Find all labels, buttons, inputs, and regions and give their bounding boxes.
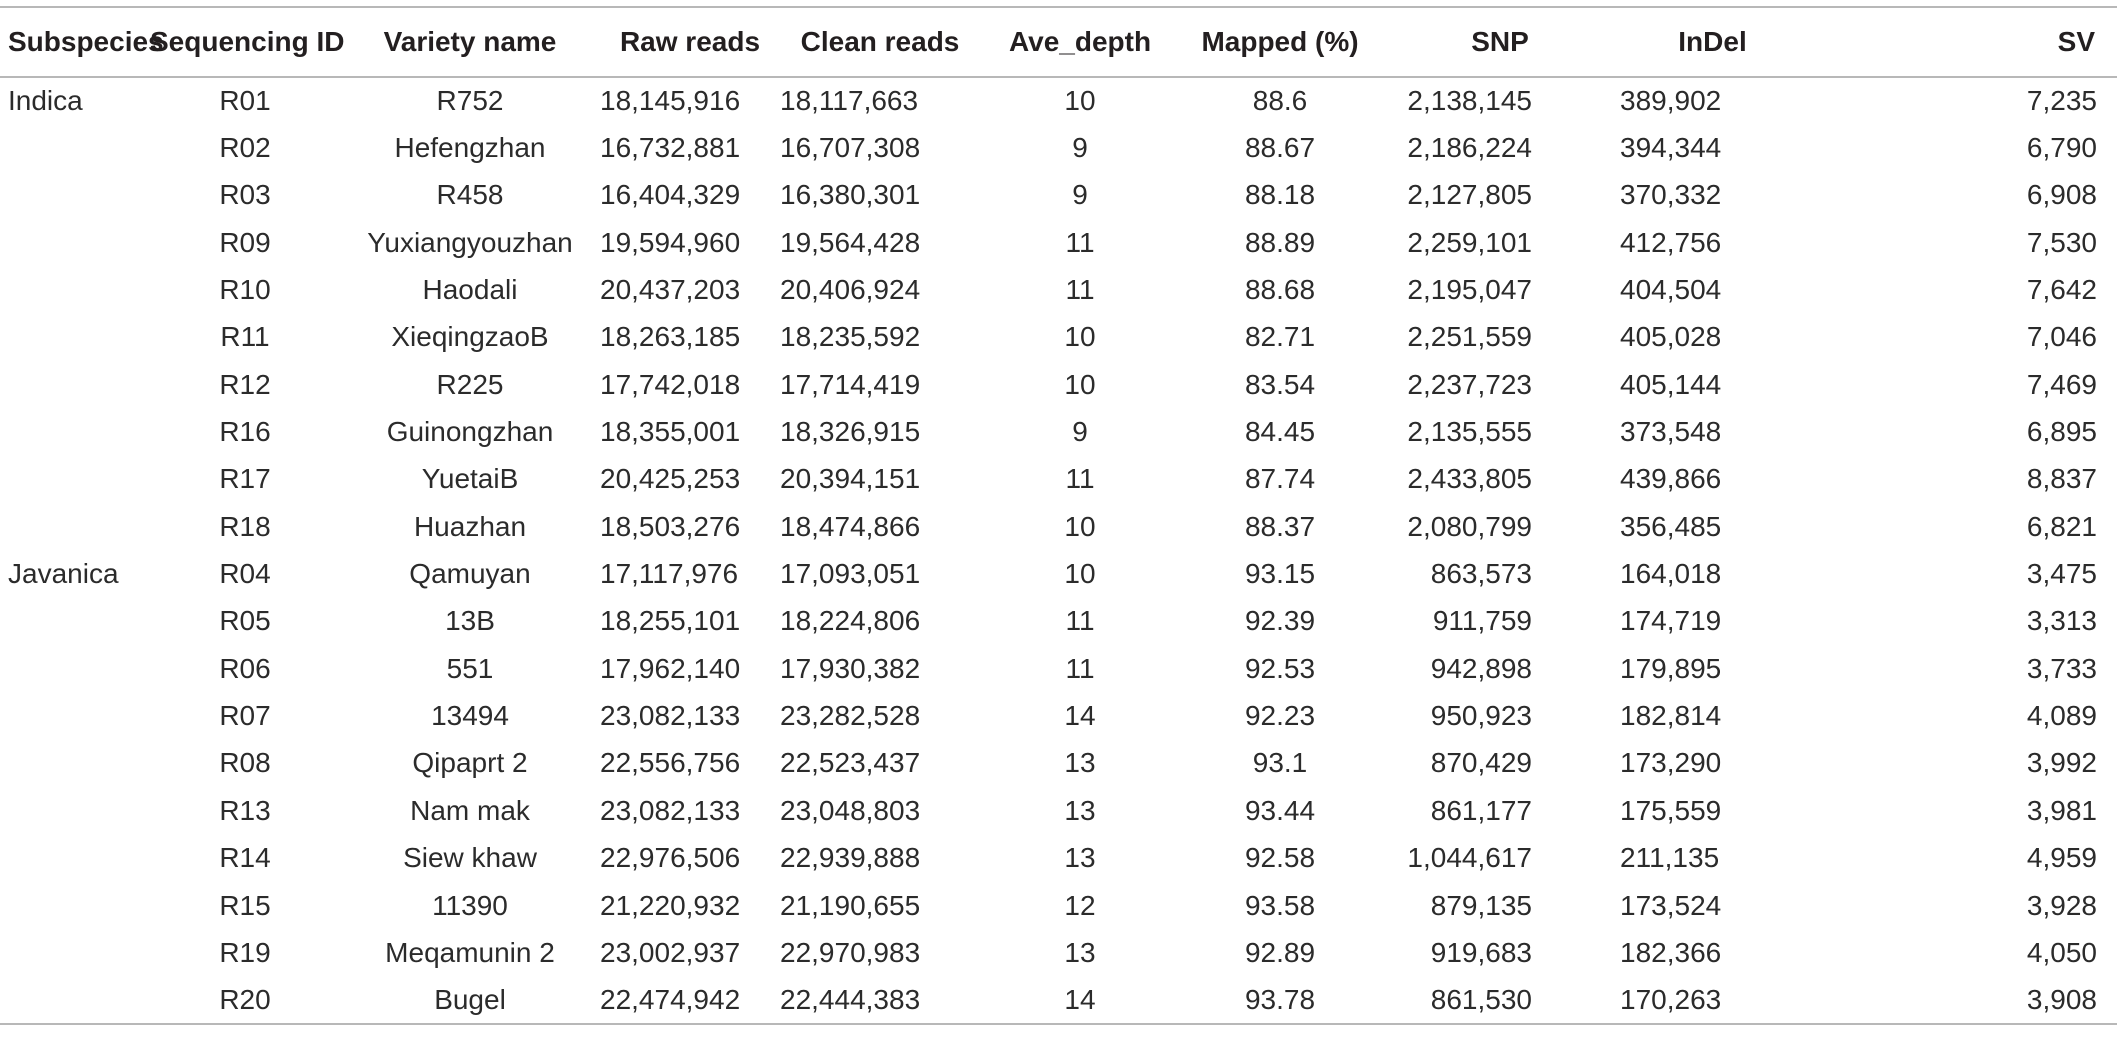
cell-sequencing-id: R18 (219, 510, 271, 542)
cell-sequencing-id: R08 (219, 747, 271, 779)
cell-indel: 182,814 (1620, 700, 1722, 732)
cell-indel: 356,485 (1620, 510, 1722, 542)
cell-subspecies (0, 692, 150, 739)
cell-sv: 3,908 (2026, 983, 2097, 1015)
cell-indel: 175,559 (1620, 794, 1722, 826)
header-variety-name: Variety name (383, 26, 557, 57)
header-indel: InDel (1678, 26, 1747, 57)
cell-mapped: 92.39 (1244, 605, 1316, 637)
header-sv: SV (2057, 26, 2095, 57)
cell-variety-name: Qipaprt 2 (412, 747, 528, 779)
cell-raw-reads: 20,437,203 (600, 274, 741, 306)
cell-mapped: 92.23 (1244, 700, 1316, 732)
cell-subspecies (0, 172, 150, 219)
cell-clean-reads: 22,444,383 (780, 983, 921, 1015)
cell-indel: 405,028 (1620, 321, 1722, 353)
cell-raw-reads: 16,732,881 (600, 132, 741, 164)
cell-raw-reads: 23,002,937 (600, 936, 741, 968)
cell-indel: 173,290 (1620, 747, 1722, 779)
cell-sv: 6,908 (2026, 179, 2097, 211)
cell-sequencing-id: R10 (219, 274, 271, 306)
cell-mapped: 83.54 (1244, 368, 1316, 400)
cell-clean-reads: 20,406,924 (780, 274, 921, 306)
cell-snp: 911,759 (1432, 605, 1532, 637)
cell-indel: 164,018 (1620, 558, 1722, 590)
cell-raw-reads: 18,503,276 (600, 510, 741, 542)
cell-clean-reads: 22,939,888 (780, 842, 921, 874)
cell-sequencing-id: R07 (219, 700, 271, 732)
cell-sequencing-id: R02 (219, 132, 271, 164)
cell-variety-name: Meqamunin 2 (385, 936, 555, 968)
cell-clean-reads: 18,224,806 (780, 605, 921, 637)
header-subspecies: Subspecies (8, 26, 164, 57)
cell-clean-reads: 17,714,419 (780, 368, 921, 400)
cell-ave-depth: 13 (1064, 794, 1096, 826)
cell-snp: 1,044,617 (1407, 842, 1532, 874)
cell-ave-depth: 10 (1064, 85, 1096, 117)
cell-subspecies (0, 929, 150, 976)
cell-sv: 6,895 (2026, 416, 2097, 448)
cell-mapped: 84.45 (1244, 416, 1316, 448)
cell-sv: 7,046 (2026, 321, 2097, 353)
cell-raw-reads: 19,594,960 (600, 226, 741, 258)
cell-indel: 373,548 (1620, 416, 1722, 448)
cell-subspecies (0, 219, 150, 266)
cell-sequencing-id: R04 (219, 558, 271, 590)
cell-indel: 405,144 (1620, 368, 1722, 400)
cell-sv: 4,089 (2026, 700, 2097, 732)
cell-clean-reads: 17,930,382 (780, 652, 921, 684)
cell-ave-depth: 10 (1064, 510, 1096, 542)
cell-snp: 870,429 (1430, 747, 1532, 779)
cell-subspecies: Javanica (8, 558, 119, 590)
cell-subspecies (0, 456, 150, 503)
cell-raw-reads: 23,082,133 (600, 794, 741, 826)
cell-snp: 2,186,224 (1407, 132, 1532, 164)
cell-ave-depth: 9 (1072, 132, 1088, 164)
cell-snp: 861,530 (1430, 983, 1532, 1015)
table-row (0, 124, 2117, 171)
cell-indel: 173,524 (1620, 889, 1722, 921)
cell-clean-reads: 23,048,803 (780, 794, 921, 826)
cell-mapped: 93.44 (1244, 794, 1316, 826)
cell-sv: 3,733 (2026, 652, 2097, 684)
cell-snp: 2,127,805 (1407, 179, 1532, 211)
cell-variety-name: R752 (436, 85, 504, 117)
cell-indel: 389,902 (1620, 85, 1722, 117)
cell-variety-name: Qamuyan (409, 558, 531, 590)
cell-raw-reads: 21,220,932 (600, 889, 741, 921)
cell-raw-reads: 18,263,185 (600, 321, 741, 353)
cell-raw-reads: 17,742,018 (600, 368, 741, 400)
cell-sv: 4,959 (2026, 842, 2097, 874)
cell-indel: 174,719 (1620, 605, 1722, 637)
cell-snp: 2,135,555 (1407, 416, 1532, 448)
header-raw-reads: Raw reads (619, 26, 761, 57)
header-mapped: Mapped (%) (1201, 26, 1359, 57)
cell-sv: 3,992 (2026, 747, 2097, 779)
cell-snp: 919,683 (1430, 936, 1532, 968)
table-row (0, 929, 2117, 976)
header-row (0, 7, 2117, 77)
cell-variety-name: Nam mak (410, 794, 530, 826)
cell-sequencing-id: R20 (219, 983, 271, 1015)
cell-sequencing-id: R11 (220, 321, 270, 353)
cell-sequencing-id: R05 (219, 605, 271, 637)
cell-raw-reads: 18,355,001 (600, 416, 741, 448)
sequencing-table (0, 6, 2117, 1025)
table-row (0, 692, 2117, 739)
cell-raw-reads: 22,976,506 (600, 842, 741, 874)
cell-snp: 863,573 (1430, 558, 1532, 590)
cell-clean-reads: 18,474,866 (780, 510, 921, 542)
cell-sv: 3,313 (2026, 605, 2097, 637)
cell-mapped: 92.89 (1244, 936, 1316, 968)
cell-ave-depth: 13 (1064, 936, 1096, 968)
cell-sv: 7,530 (2026, 226, 2097, 258)
cell-indel: 412,756 (1620, 226, 1722, 258)
cell-ave-depth: 14 (1064, 983, 1096, 1015)
table-row (0, 361, 2117, 408)
cell-sequencing-id: R19 (219, 936, 271, 968)
cell-raw-reads: 17,962,140 (600, 652, 741, 684)
cell-variety-name: Haodali (422, 274, 518, 306)
cell-sv: 3,981 (2026, 794, 2097, 826)
cell-indel: 170,263 (1620, 983, 1722, 1015)
cell-ave-depth: 13 (1064, 747, 1096, 779)
cell-variety-name: Siew khaw (403, 842, 537, 874)
cell-clean-reads: 19,564,428 (780, 226, 921, 258)
cell-sequencing-id: R16 (219, 416, 271, 448)
cell-clean-reads: 21,190,655 (780, 889, 921, 921)
cell-clean-reads: 22,970,983 (780, 936, 921, 968)
cell-mapped: 93.58 (1244, 889, 1316, 921)
cell-clean-reads: 20,394,151 (780, 463, 921, 495)
cell-subspecies (0, 882, 150, 929)
cell-ave-depth: 10 (1064, 321, 1096, 353)
cell-variety-name: 551 (446, 652, 494, 684)
cell-clean-reads: 16,380,301 (780, 179, 921, 211)
table-row (0, 314, 2117, 361)
cell-sequencing-id: R09 (219, 226, 271, 258)
cell-ave-depth: 10 (1064, 558, 1096, 590)
cell-ave-depth: 14 (1064, 700, 1096, 732)
cell-ave-depth: 11 (1065, 274, 1095, 306)
cell-raw-reads: 22,474,942 (600, 983, 741, 1015)
cell-variety-name: Hefengzhan (394, 132, 546, 164)
cell-indel: 179,895 (1620, 652, 1722, 684)
cell-variety-name: XieqingzaoB (391, 321, 549, 353)
cell-subspecies (0, 361, 150, 408)
cell-variety-name: 13B (445, 605, 495, 637)
cell-mapped: 88.18 (1244, 179, 1316, 211)
cell-ave-depth: 9 (1072, 179, 1088, 211)
cell-subspecies (0, 503, 150, 550)
cell-clean-reads: 16,707,308 (780, 132, 921, 164)
cell-mapped: 88.6 (1252, 85, 1308, 117)
cell-sv: 6,821 (2026, 510, 2097, 542)
cell-snp: 2,080,799 (1407, 510, 1532, 542)
cell-snp: 2,251,559 (1407, 321, 1532, 353)
table-row (0, 219, 2117, 266)
cell-clean-reads: 17,093,051 (780, 558, 921, 590)
cell-indel: 370,332 (1620, 179, 1722, 211)
table-body (0, 77, 2117, 1024)
header-ave-depth: Ave_depth (1008, 26, 1152, 57)
cell-subspecies (0, 598, 150, 645)
cell-subspecies (0, 408, 150, 455)
cell-subspecies (0, 124, 150, 171)
cell-ave-depth: 9 (1072, 416, 1088, 448)
table-row (0, 977, 2117, 1024)
cell-mapped: 93.78 (1244, 983, 1316, 1015)
table-row (0, 645, 2117, 692)
table-row (0, 550, 2117, 597)
cell-variety-name: 13494 (431, 700, 509, 732)
cell-sequencing-id: R03 (219, 179, 271, 211)
cell-sequencing-id: R14 (219, 842, 271, 874)
cell-mapped: 88.67 (1244, 132, 1316, 164)
cell-sequencing-id: R15 (219, 889, 271, 921)
cell-raw-reads: 18,255,101 (600, 605, 741, 637)
cell-mapped: 82.71 (1244, 321, 1316, 353)
cell-sequencing-id: R12 (219, 368, 271, 400)
cell-snp: 2,138,145 (1407, 85, 1532, 117)
cell-subspecies (0, 835, 150, 882)
cell-mapped: 88.37 (1244, 510, 1316, 542)
cell-ave-depth: 13 (1064, 842, 1096, 874)
cell-mapped: 88.68 (1244, 274, 1316, 306)
cell-variety-name: YuetaiB (421, 463, 519, 495)
cell-snp: 2,259,101 (1407, 226, 1532, 258)
cell-sv: 3,475 (2026, 558, 2097, 590)
cell-ave-depth: 11 (1065, 605, 1095, 637)
cell-mapped: 93.1 (1252, 747, 1308, 779)
cell-sv: 6,790 (2026, 132, 2097, 164)
cell-mapped: 92.58 (1244, 842, 1316, 874)
cell-clean-reads: 18,117,663 (780, 85, 919, 117)
table-row (0, 598, 2117, 645)
cell-indel: 182,366 (1620, 936, 1722, 968)
table-row (0, 77, 2117, 124)
header-snp: SNP (1471, 26, 1529, 57)
cell-snp: 942,898 (1430, 652, 1532, 684)
cell-clean-reads: 18,326,915 (780, 416, 921, 448)
cell-clean-reads: 18,235,592 (780, 321, 921, 353)
cell-subspecies (0, 787, 150, 834)
header-clean-reads: Clean reads (800, 26, 960, 57)
table-row (0, 408, 2117, 455)
cell-snp: 2,237,723 (1407, 368, 1532, 400)
cell-variety-name: 11390 (432, 889, 508, 921)
cell-ave-depth: 11 (1065, 652, 1095, 684)
cell-variety-name: Huazhan (413, 510, 527, 542)
cell-indel: 211,135 (1620, 842, 1720, 874)
cell-indel: 394,344 (1620, 132, 1722, 164)
cell-raw-reads: 17,117,976 (600, 558, 739, 590)
cell-mapped: 93.15 (1244, 558, 1316, 590)
cell-variety-name: Bugel (434, 983, 506, 1015)
table-row (0, 266, 2117, 313)
cell-sv: 7,235 (2026, 85, 2097, 117)
cell-snp: 2,433,805 (1407, 463, 1532, 495)
cell-snp: 879,135 (1430, 889, 1532, 921)
cell-sequencing-id: R13 (219, 794, 271, 826)
cell-raw-reads: 22,556,756 (600, 747, 741, 779)
data-table-container (0, 6, 2117, 1039)
cell-indel: 404,504 (1620, 274, 1722, 306)
cell-subspecies (0, 314, 150, 361)
table-row (0, 787, 2117, 834)
cell-sv: 7,469 (2026, 368, 2097, 400)
cell-indel: 439,866 (1620, 463, 1722, 495)
cell-raw-reads: 18,145,916 (600, 85, 741, 117)
cell-sv: 8,837 (2026, 463, 2097, 495)
cell-ave-depth: 12 (1064, 889, 1096, 921)
cell-raw-reads: 23,082,133 (600, 700, 741, 732)
cell-variety-name: Guinongzhan (386, 416, 554, 448)
cell-subspecies (0, 977, 150, 1024)
cell-clean-reads: 23,282,528 (780, 700, 921, 732)
cell-variety-name: Yuxiangyouzhan (367, 226, 573, 258)
cell-ave-depth: 11 (1065, 463, 1095, 495)
table-row (0, 835, 2117, 882)
table-row (0, 882, 2117, 929)
cell-subspecies (0, 266, 150, 313)
cell-sv: 7,642 (2026, 274, 2097, 306)
table-row (0, 456, 2117, 503)
cell-variety-name: R458 (436, 179, 504, 211)
cell-mapped: 87.74 (1244, 463, 1316, 495)
cell-subspecies (0, 645, 150, 692)
cell-mapped: 88.89 (1244, 226, 1316, 258)
cell-snp: 950,923 (1430, 700, 1532, 732)
cell-raw-reads: 16,404,329 (600, 179, 741, 211)
cell-subspecies: Indica (8, 85, 83, 117)
cell-snp: 861,177 (1430, 794, 1532, 826)
cell-snp: 2,195,047 (1407, 274, 1532, 306)
cell-sequencing-id: R06 (219, 652, 271, 684)
cell-ave-depth: 10 (1064, 368, 1096, 400)
cell-raw-reads: 20,425,253 (600, 463, 741, 495)
cell-variety-name: R225 (436, 368, 504, 400)
table-row (0, 503, 2117, 550)
cell-mapped: 92.53 (1244, 652, 1316, 684)
cell-sv: 4,050 (2026, 936, 2097, 968)
cell-subspecies (0, 740, 150, 787)
cell-sequencing-id: R17 (219, 463, 271, 495)
cell-sv: 3,928 (2026, 889, 2097, 921)
cell-clean-reads: 22,523,437 (780, 747, 921, 779)
table-row (0, 740, 2117, 787)
cell-ave-depth: 11 (1065, 226, 1095, 258)
header-sequencing-id: Sequencing ID (150, 26, 345, 57)
cell-sequencing-id: R01 (219, 85, 271, 117)
table-row (0, 172, 2117, 219)
